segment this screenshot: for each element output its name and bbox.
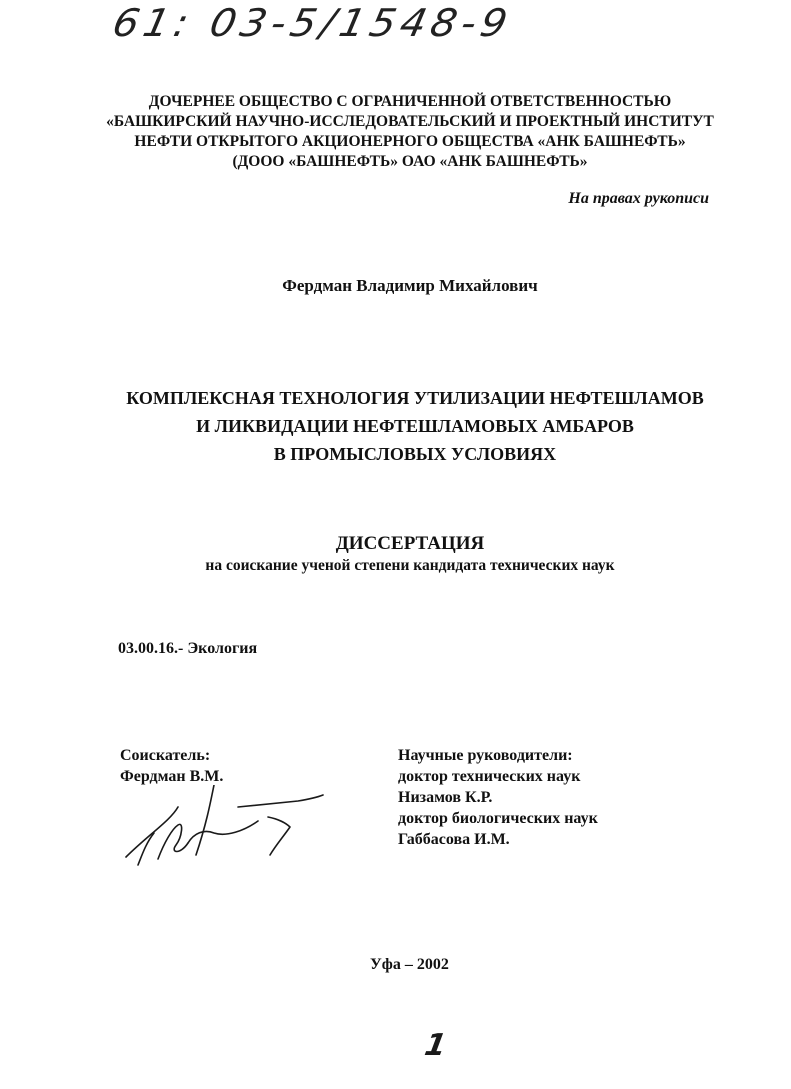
advisor-degree: доктор технических наук bbox=[398, 768, 581, 785]
title-line: И ЛИКВИДАЦИИ НЕФТЕШЛАМОВЫХ АМБАРОВ bbox=[196, 416, 634, 436]
organization-line: (ДООО «БАШНЕФТЬ» ОАО «АНК БАШНЕФТЬ» bbox=[232, 153, 588, 170]
dissertation-title bbox=[85, 384, 745, 468]
city-year: Уфа – 2002 bbox=[370, 956, 449, 973]
applicant-name: Фердман В.М. bbox=[120, 768, 224, 785]
advisor-degree: доктор биологических наук bbox=[398, 810, 598, 827]
organization-header bbox=[60, 92, 760, 172]
applicant-label: Соискатель: bbox=[120, 747, 211, 764]
organization-line: НЕФТИ ОТКРЫТОГО АКЦИОНЕРНОГО ОБЩЕСТВА «АНК БАШНЕФТЬ» bbox=[134, 133, 686, 150]
signature-mark bbox=[118, 785, 338, 875]
rights-note: На правах рукописи bbox=[568, 190, 709, 207]
degree-line: на соискание ученой степени кандидата технических наук bbox=[205, 557, 615, 574]
archive-code: 61: 03-5/1548-9 bbox=[108, 2, 517, 46]
applicant-block bbox=[120, 745, 223, 787]
specialty-code: 03.00.16.- Экология bbox=[118, 640, 258, 657]
advisor-name: Габбасова И.М. bbox=[398, 831, 510, 848]
organization-line: «БАШКИРСКИЙ НАУЧНО-ИССЛЕДОВАТЕЛЬСКИЙ И ПРОЕКТНЫЙ ИНСТИТУТ bbox=[106, 113, 714, 130]
advisors-label: Научные руководители: bbox=[398, 747, 573, 764]
title-line: В ПРОМЫСЛОВЫХ УСЛОВИЯХ bbox=[273, 444, 557, 464]
author-name: Фердман Владимир Михайлович bbox=[282, 276, 538, 295]
document-type: ДИССЕРТАЦИЯ bbox=[335, 533, 485, 554]
advisors-block bbox=[398, 745, 598, 850]
advisor-name: Низамов К.Р. bbox=[398, 789, 493, 806]
title-line: КОМПЛЕКСНАЯ ТЕХНОЛОГИЯ УТИЛИЗАЦИИ НЕФТЕШЛАМОВ bbox=[126, 388, 704, 408]
page-number: 1 bbox=[421, 1028, 449, 1063]
organization-line: ДОЧЕРНЕЕ ОБЩЕСТВО С ОГРАНИЧЕННОЙ ОТВЕТСТВЕННОСТЬЮ bbox=[148, 93, 672, 110]
